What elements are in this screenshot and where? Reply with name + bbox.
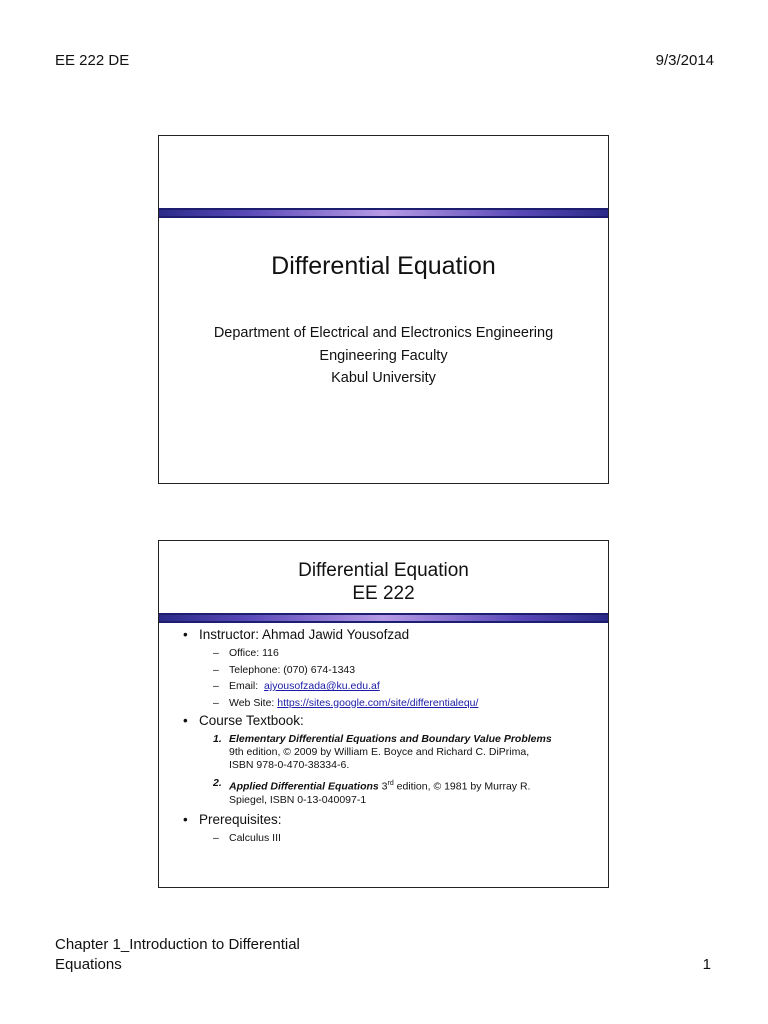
slide-divider-bar [159,208,608,218]
textbook-1: 1. Elementary Differential Equations and Boundary Value Problems 9th edition, © 2009 by William E. Boyce and Richard C. DiPrima, ISBN 978-0-470-38334-6. [213,733,552,771]
bullet-prerequisites: • Prerequisites: [183,811,282,827]
university-line: Kabul University [331,370,436,386]
faculty-line: Engineering Faculty [319,347,448,364]
document-footer-chapter: Chapter 1_Introduction to Differential Equations [55,936,300,973]
slide-heading [159,559,608,605]
department-line: Department of Electrical and Electronics Engineering [213,325,554,341]
page-number: 1 [702,956,711,973]
slide-course-info [158,540,609,888]
email-link[interactable]: ajyousofzada@ku.edu.af [264,680,380,692]
sub-website: – Web Site: https://sites.google.com/site/differentialequ/ [213,696,479,709]
website-link[interactable]: https://sites.google.com/site/differentialequ/ [277,696,479,709]
slide-content [183,627,588,848]
slide-title-subtitle [159,322,608,390]
sub-calculus: – Calculus III [213,831,281,844]
slide-heading-line2: EE 222 [352,583,415,604]
slide-heading-line1: Differential Equation [298,560,469,581]
bullet-instructor: • Instructor: Ahmad Jawid Yousofzad [183,627,410,642]
slide-title [158,135,609,484]
textbook-2: 2. Applied Differential Equations 3rd edition, © 1981 by Murray R. Spiegel, ISBN 0-13-040097-1 [213,777,531,806]
document-header-course: EE 222 DE [55,52,130,69]
slide-divider-bar [159,613,608,623]
bullet-textbook: • Course Textbook: [183,713,304,728]
sub-email: – Email: ajyousofzada@ku.edu.af [213,680,380,692]
document-header-date: 9/3/2014 [655,52,714,69]
sub-telephone: – Telephone: (070) 674-1343 [213,663,356,676]
sub-office: – Office: 116 [213,647,279,659]
slide-title-heading: Differential Equation [271,252,496,280]
